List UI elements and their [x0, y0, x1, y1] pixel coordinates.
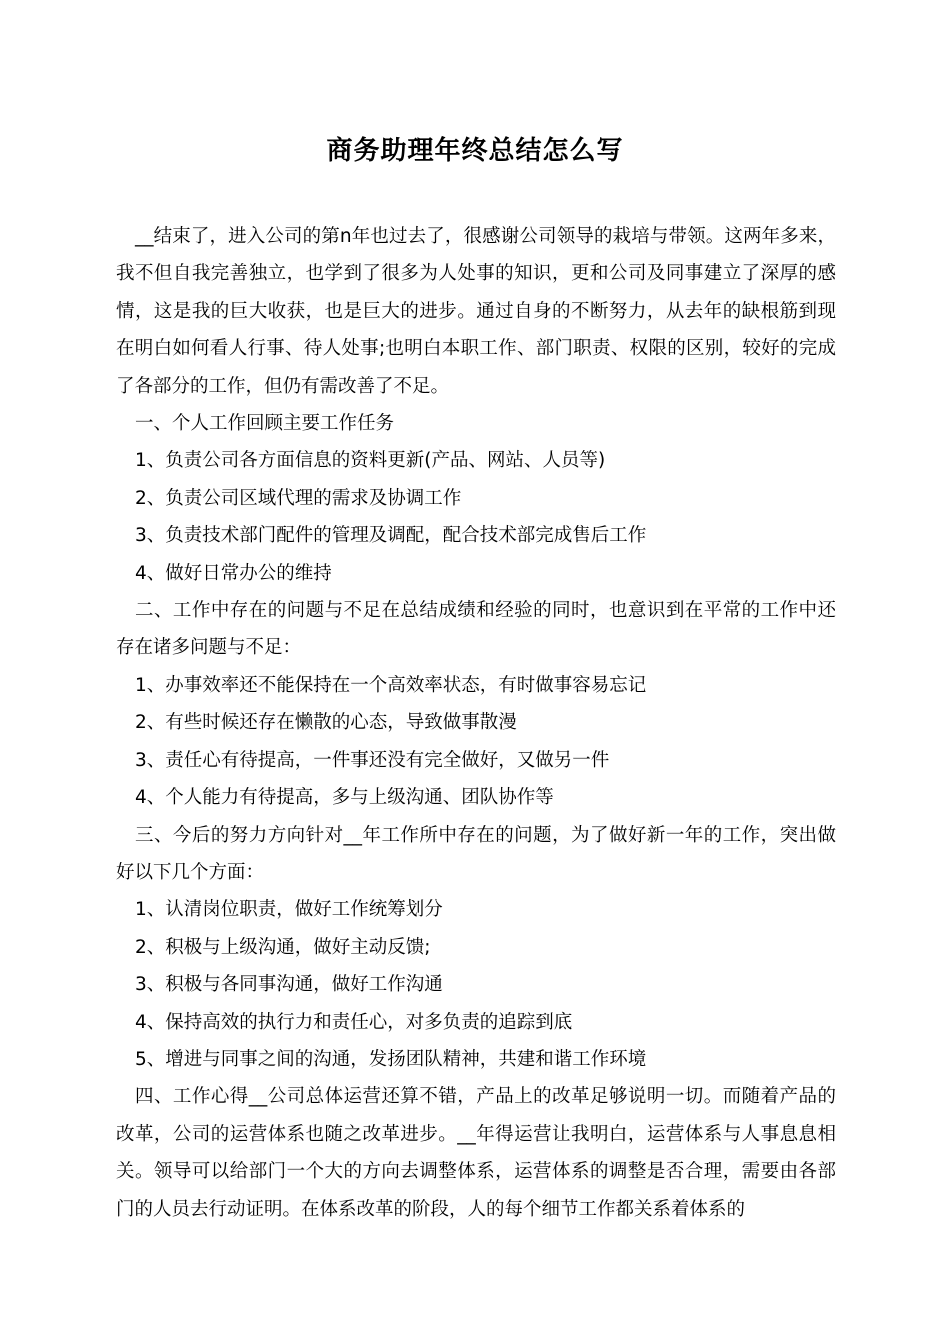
intro-paragraph: __结束了，进入公司的第n年也过去了，很感谢公司领导的栽培与带领。这两年多来，我不但自我完善独立，也学到了很多为人处事的知识，更和公司及同事建立了深厚的感情，这是我的巨大收获，也是巨大的进步。通过自身的不断努力，从去年的缺根筋到现在明白如何看人行事、待人处事;也明白本职工作、部门职责、权限的区别，较好的完成了各部分的工作，但仍有需改善了不足。 — [116, 226, 836, 397]
section-heading-1: 一、个人工作回顾主要工作任务 — [135, 413, 395, 435]
section-heading-4: 四、工作心得__公司总体运营还算不错，产品上的改革足够说明一切。而随着产品的改革，公司的运营体系也随之改革进步。__年得运营让我明白，运营体系与人事息息相关。领导可以给部门一个大的方向去调整体系，运营体系的调整是否合理，需要由各部门的人员去行动证明。在体系改革的阶段，人的每个细节工作都关系着体系的 — [116, 1086, 836, 1220]
list-item: 5、增进与同事之间的沟通，发扬团队精神，共建和谐工作环境 — [135, 1048, 647, 1070]
list-item: 1、负责公司各方面信息的资料更新(产品、网站、人员等) — [135, 450, 606, 472]
list-item: 3、责任心有待提高，一件事还没有完全做好，又做另一件 — [135, 749, 610, 771]
list-item: 1、认清岗位职责，做好工作统筹划分 — [135, 899, 443, 921]
list-item: 2、有些时候还存在懒散的心态，导致做事散漫 — [135, 712, 517, 734]
list-item: 1、办事效率还不能保持在一个高效率状态，有时做事容易忘记 — [135, 674, 647, 696]
list-item: 3、负责技术部门配件的管理及调配，配合技术部完成售后工作 — [135, 525, 647, 547]
document-title: 商务助理年终总结怎么写 — [326, 136, 624, 166]
list-item: 4、做好日常办公的维持 — [135, 562, 332, 584]
document-body — [116, 218, 836, 1228]
list-item: 2、负责公司区域代理的需求及协调工作 — [135, 487, 462, 509]
list-item: 4、个人能力有待提高，多与上级沟通、团队协作等 — [135, 787, 554, 809]
section-heading-2: 二、工作中存在的问题与不足在总结成绩和经验的同时，也意识到在平常的工作中还存在诸多问题与不足： — [116, 600, 836, 659]
list-item: 3、积极与各同事沟通，做好工作沟通 — [135, 974, 443, 996]
list-item: 2、积极与上级沟通，做好主动反馈; — [135, 936, 431, 958]
section-heading-3: 三、今后的努力方向针对__年工作所中存在的问题，为了做好新一年的工作，突出做好以下几个方面： — [116, 824, 836, 883]
list-item: 4、保持高效的执行力和责任心，对多负责的追踪到底 — [135, 1011, 573, 1033]
